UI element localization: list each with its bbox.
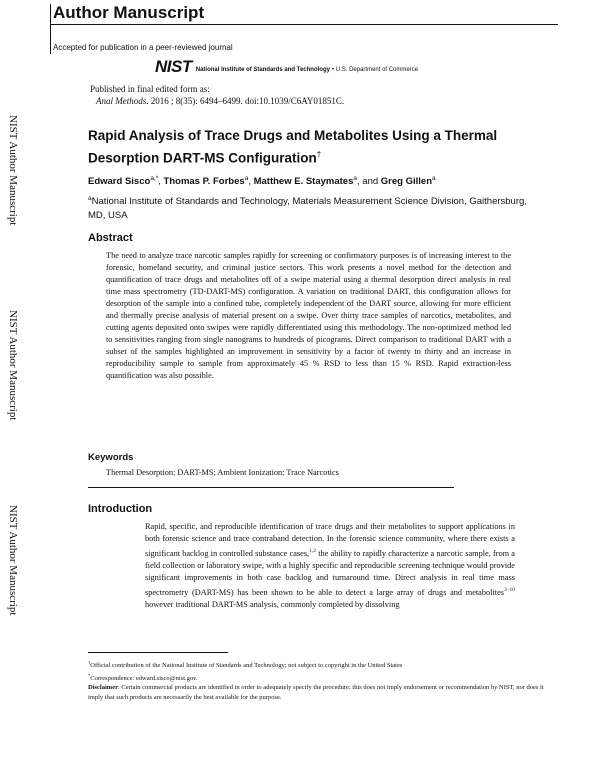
author-name: Matthew E. Staymates bbox=[253, 176, 354, 188]
keywords-text: Thermal Desorption; DART-MS; Ambient Ionization; Trace Narcotics bbox=[106, 468, 339, 477]
introduction-heading: Introduction bbox=[88, 503, 153, 515]
author-list: Edward Sisco$^{a,*}$, Thomas P. Forbes$^a$, Matthew E. Staymates$^a$, and Greg Gillen$^a$ bbox=[88, 175, 436, 188]
nist-logo: NIST bbox=[155, 57, 192, 76]
keywords-divider bbox=[88, 487, 454, 488]
abstract-text: The need to analyze trace narcotic samples rapidly for screening or confirmatory purposes is of increasing interest to the forensic, homeland security, and criminal justice sectors. This work presents a novel method for the detection and quantification of trace drugs and metabolites off of a swipe material using a thermal desorption direct analysis in real time mass spectrometry (TD-DART-MS) configuration. A variation on traditional DART, this configuration allows for desorption of the sample into a confined tube, completely independent of the DART source, allowing for more efficient and thermally precise analysis of material present on a swipe. Over thirty trace samples of narcotics, metabolites, and cutting agents deposited onto swipes were rapidly differentiated using this methodology. The non-optimized method led to sensitivities ranging from single nanograms to hundreds of picograms. Direct comparison to traditional DART with a subset of the samples highlighted an improvement in sensitivity by a factor of twenty to thirty and an increase in reproducibility sample to sample from approximately 45 % RSD to less than 15 % RSD. Rapid extraction-less quantification was also possible. bbox=[106, 251, 511, 380]
author-name: Edward Sisco bbox=[88, 176, 151, 188]
footnotes bbox=[88, 658, 560, 702]
journal-name: Anal Methods bbox=[96, 96, 147, 106]
citation-details: . 2016 ; 8(35): 6494–6499. doi:10.1039/C6AY01851C. bbox=[146, 96, 345, 106]
author-manuscript-title: Author Manuscript bbox=[53, 3, 205, 22]
reference-mark: 1,2 bbox=[309, 548, 317, 554]
side-label-bottom: NIST Author Manuscript bbox=[7, 504, 19, 616]
author-name: Greg Gillen bbox=[380, 176, 433, 188]
paper-title: Rapid Analysis of Trace Drugs and Metabolites Using a Thermal Desorption DART-MS Configuration† bbox=[88, 128, 498, 166]
side-label-middle: NIST Author Manuscript bbox=[7, 309, 19, 421]
introduction-text: Rapid, specific, and reproducible identification of trace drugs and their metabolites to support applications in both forensic science and trace contraband detection. In the forensic science community, where there exists a significant backlog in controlled substance cases,$^{1,2}$ the ability to rapidly characterize a narcotic sample, from a field collection or laboratory swipe, with a highly specific and reproducible screening technique would provide significant improvements in both case backlog and turnaround time. Direct analysis in real time mass spectrometry (DART-MS) has been shown to be able to detect a large array of drugs and metabolites$^{3-10}$ however traditional DART-MS analysis, commonly completed by dissolving bbox=[145, 522, 515, 609]
header-divider-vertical bbox=[50, 4, 51, 54]
keywords-heading: Keywords bbox=[88, 452, 134, 463]
author-name: Thomas P. Forbes bbox=[163, 176, 245, 188]
publication-info bbox=[90, 83, 344, 107]
accepted-note: Accepted for publication in a peer-reviewed journal bbox=[53, 43, 233, 52]
published-line: Published in final edited form as: bbox=[90, 84, 210, 94]
reference-mark: 3–10 bbox=[504, 586, 515, 593]
title-footnote-mark: † bbox=[316, 150, 322, 159]
header-rule bbox=[50, 24, 558, 25]
footnote-correspondence: *Correspondence: edward.sisco@nist.gov. bbox=[88, 672, 198, 682]
affiliation: $^a$National Institute of Standards and Technology, Materials Measurement Science Division, Gaithersburg, MD, USA bbox=[88, 195, 527, 222]
footnote-disclaimer: Disclaimer: Certain commercial products are identified in order to adequately specify the procedure; this does not imply endorsement or recommendation by NIST, nor does it imply that such products are necessarily the best available for the purpose. bbox=[88, 684, 544, 701]
citation bbox=[90, 95, 344, 107]
abstract-heading: Abstract bbox=[88, 232, 133, 244]
nist-department: • U.S. Department of Commerce bbox=[331, 67, 419, 73]
nist-institute-name: National Institute of Standards and Technology bbox=[195, 67, 330, 73]
side-label-top: NIST Author Manuscript bbox=[7, 114, 19, 226]
nist-banner bbox=[155, 59, 418, 75]
footnote-divider bbox=[88, 652, 228, 653]
footnote-contribution: †Official contribution of the National Institute of Standards and Technology; not subject to copyright in the United States bbox=[88, 660, 403, 670]
